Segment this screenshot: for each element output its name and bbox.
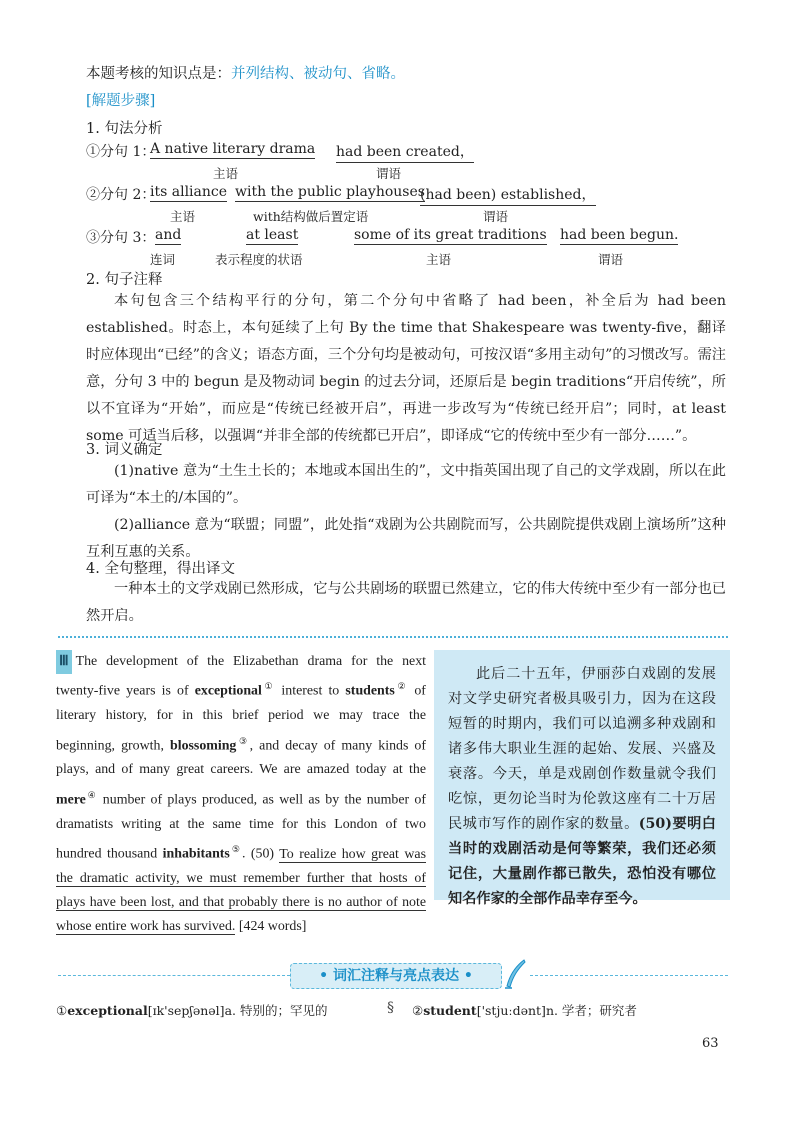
- section3-item1: (1)native 意为“土生土长的；本地或本国出生的”，文中指英国出现了自己的文学戏剧，所以在此可译为“本土的/本国的”。: [86, 463, 726, 506]
- passage-text-2: interest to: [281, 683, 340, 699]
- english-passage: [56, 650, 426, 940]
- vocab-num: ①: [56, 1003, 68, 1018]
- section3-heading: 3. 词义确定: [86, 442, 163, 458]
- clause1-label: ①分句 1：: [86, 144, 156, 160]
- clause3-conj: and: [155, 227, 182, 243]
- vocab-phonetic: ['stjuːdənt]: [476, 1003, 546, 1018]
- knowledge-points: 并列结构、被动句、省略。: [231, 66, 405, 82]
- clause2-gloss-predicate: 谓语: [483, 209, 509, 224]
- clause2-gloss-with: with结构做后置定语: [253, 209, 369, 224]
- section3-body: [86, 458, 726, 566]
- passage-text-5: number of plays produced, as well as by the number of dramatists writing at the same time for this London of two hundred thousand: [56, 792, 426, 862]
- clause3-gloss-adverbial: 表示程度的状语: [215, 252, 303, 267]
- intro-line: [86, 62, 405, 83]
- vocab-entry-1: [56, 1001, 327, 1019]
- note-4: ④: [85, 789, 98, 800]
- passage-text-6: . (50): [241, 846, 275, 862]
- section2-body: [86, 288, 726, 450]
- intro-prefix: 本题考核的知识点是：: [86, 66, 231, 82]
- section1-heading: 1. 句法分析: [86, 121, 163, 137]
- quill-icon: [502, 958, 528, 990]
- clause3-gloss-conj: 连词: [150, 252, 176, 267]
- clause2-with-phrase: with the public playhouses: [235, 184, 425, 200]
- clause2-label: ②分句 2：: [86, 187, 156, 203]
- section2-heading: 2. 句子注释: [86, 272, 163, 288]
- banner-rule-right: [530, 975, 728, 976]
- vocab-word-mere: mere: [56, 792, 86, 808]
- vocab-num: ②: [412, 1003, 424, 1018]
- vocab-word-blossoming: blossoming: [169, 738, 237, 754]
- passage-text-4: , and decay of many kinds of plays, and of many great careers. We are amazed today at the: [56, 738, 426, 778]
- vocab-phonetic: [ɪk'sepʃənəl]: [147, 1003, 225, 1018]
- section2-text: 本句包含三个结构平行的分句，第二个分句中省略了 had been，补全后为 had been established。时态上，本句延续了上句 By the time that Shakespeare was twenty-five，翻译时应体现出“已经”的含义；语态方面，三个分句均是被动句，可按汉语“多用主动句”的习惯改写。需注意，分句 3 中的 begun 是及物动词 begin 的过去分词，还原后是 begin traditions“开启传统”，所以不宜译为“开始”，而应是“传统已经被开启”，再进一步改写为“传统已经开启”；同时，at least some 可适当后移，以强调“并非全部的传统都已开启”，即译成“它的传统中至少有一部分……”。: [86, 293, 726, 444]
- clause3-gloss-predicate: 谓语: [598, 252, 624, 267]
- column-separator-icon: §: [387, 1000, 394, 1016]
- vocab-word-inhabitants: inhabitants: [162, 846, 230, 862]
- vocab-word-exceptional: exceptional: [194, 683, 262, 699]
- banner-rule-left: [58, 975, 290, 976]
- vocab-banner: • 词汇注释与亮点表达 •: [290, 963, 502, 989]
- key-sentence: To realize how great was the dramatic activity, we must remember further that hosts of plays have been lost, and that probably there is no author of note whose entire work has survived.: [56, 846, 426, 935]
- vocab-definition: n. 学者；研究者: [545, 1003, 637, 1018]
- clause3-subject: some of its great traditions: [354, 227, 547, 243]
- note-2: ②: [394, 681, 409, 692]
- clause1-gloss-subject: 主语: [213, 166, 239, 181]
- passage-number: Ⅲ: [56, 650, 72, 674]
- clause3-adverbial: at least: [246, 227, 299, 243]
- section4-body: [86, 576, 726, 630]
- clause1-predicate: had been created，: [336, 141, 474, 163]
- clause3-gloss-subject: 主语: [426, 252, 452, 267]
- divider: [58, 636, 728, 638]
- translation-text: 此后二十五年，伊丽莎白戏剧的发展对文学史研究者极具吸引力，因为在这段短暂的时期内，我们可以追溯多种戏剧和诸多伟大职业生涯的起始、发展、兴盛及衰落。今天，单是戏剧创作数量就令我们吃惊，更勿论当时为伦敦这座有二十万居民城市写作的剧作家的数量。: [448, 666, 716, 832]
- vocab-definition: a. 特别的；罕见的: [224, 1003, 328, 1018]
- vocab-word: exceptional: [67, 1003, 148, 1018]
- translation-key-sentence: (50)要明白当时的戏剧活动是何等繁荣，我们还必须记住，大量剧作都已散失，恐怕没有哪位知名作家的全部作品幸存至今。: [448, 816, 716, 907]
- clause3-predicate: had been begun.: [560, 227, 679, 243]
- clause2-gloss-subject: 主语: [170, 209, 196, 224]
- vocab-word-students: students: [345, 683, 395, 699]
- steps-heading: [解题步骤]: [86, 93, 156, 109]
- passage-text-3: of literary history, for in this brief period we may trace the beginning, growth,: [56, 683, 426, 754]
- vocab-word: student: [423, 1003, 477, 1018]
- note-3: ③: [236, 735, 250, 746]
- clause2-subject: its alliance: [150, 184, 228, 200]
- clause1-subject: A native literary drama: [150, 141, 316, 157]
- note-5: ⑤: [229, 843, 242, 854]
- clause2-predicate: (had been) established，: [420, 184, 596, 206]
- word-count: [424 words]: [238, 919, 307, 935]
- vocab-entry-2: [412, 1001, 637, 1019]
- page-number: 63: [702, 1036, 719, 1051]
- section4-text: 一种本土的文学戏剧已然形成，它与公共剧场的联盟已然建立，它的伟大传统中至少有一部分也已然开启。: [86, 581, 726, 624]
- translation-box: [434, 650, 730, 907]
- clause3-label: ③分句 3：: [86, 230, 156, 246]
- clause1-gloss-predicate: 谓语: [376, 166, 402, 181]
- passage-text-1: The development of the Elizabethan drama for the next twenty-five years is of: [56, 654, 426, 699]
- section4-heading: 4. 全句整理，得出译文: [86, 561, 235, 577]
- section3-item2: (2)alliance 意为“联盟；同盟”，此处指“戏剧为公共剧院而写，公共剧院提供戏剧上演场所”这种互利互惠的关系。: [86, 517, 726, 560]
- note-1: ①: [261, 681, 276, 692]
